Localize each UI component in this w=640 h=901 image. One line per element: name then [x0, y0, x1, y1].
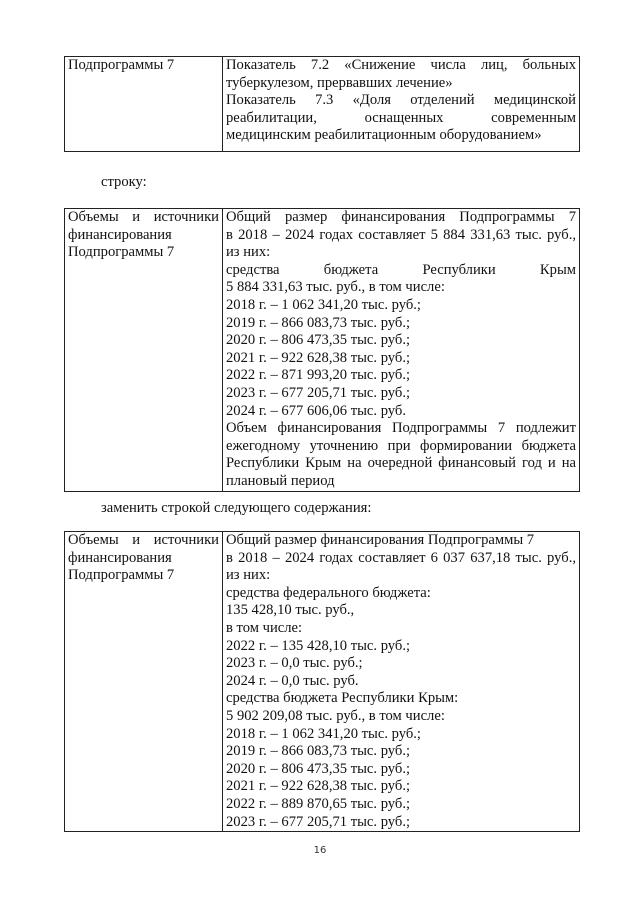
cell-line: 2021 г. – 922 628,38 тыс. руб.; — [226, 349, 411, 366]
cell-line: Показатель 7.3 «Доля отделений медицинской — [226, 92, 576, 109]
cell-line: 2018 г. – 1 062 341,20 тыс. руб.; — [226, 725, 421, 742]
cell-line: средства бюджета Республики Крым — [226, 261, 576, 278]
cell-line: в 2018 – 2024 годах составляет 5 884 331,63 тыс. руб., — [226, 226, 576, 243]
table-old-financing — [64, 208, 580, 492]
table-cell-label — [65, 57, 223, 152]
table-cell-label — [65, 209, 223, 492]
cell-line: средства федерального бюджета: — [226, 584, 431, 601]
cell-line: из них: — [226, 567, 271, 584]
cell-line: 2024 г. – 0,0 тыс. руб. — [226, 672, 359, 689]
table-cell-label — [65, 532, 223, 832]
cell-line: Общий размер финансирования Подпрограммы 7 — [226, 532, 535, 548]
page-number: 16 — [313, 845, 327, 856]
cell-line: 2023 г. – 677 205,71 тыс. руб.; — [226, 813, 411, 830]
cell-line: 2022 г. – 135 428,10 тыс. руб.; — [226, 637, 411, 654]
table-new-financing — [64, 531, 580, 832]
table-row — [65, 57, 580, 152]
cell-line: Показатель 7.2 «Снижение числа лиц, больных — [226, 57, 576, 73]
cell-line: реабилитации, оснащенных современным — [226, 109, 576, 126]
cell-line: 2022 г. – 889 870,65 тыс. руб.; — [226, 795, 411, 812]
table-cell-content — [223, 57, 580, 152]
instruction-text: заменить строкой следующего содержания: — [101, 500, 372, 516]
cell-line: 5 884 331,63 тыс. руб., в том числе: — [226, 279, 445, 296]
cell-line: 135 428,10 тыс. руб., — [226, 602, 355, 619]
cell-text: Объемы и источники финансирования Подпрограммы 7 — [68, 532, 219, 584]
cell-line: туберкулезом, прервавших лечение» — [226, 74, 453, 91]
cell-line: 2020 г. – 806 473,35 тыс. руб.; — [226, 332, 411, 349]
table-cell-content — [223, 532, 580, 832]
cell-line: в 2018 – 2024 годах составляет 6 037 637,18 тыс. руб., — [226, 549, 576, 566]
cell-line: 2019 г. – 866 083,73 тыс. руб.; — [226, 743, 411, 760]
cell-paragraph: Объем финансирования Подпрограммы 7 подлежит ежегодному уточнению при формировании бюджета Республики Крым на очередной финансовый год и на плановый период — [226, 420, 576, 489]
cell-line: 5 902 209,08 тыс. руб., в том числе: — [226, 707, 445, 724]
cell-line: Общий размер финансирования Подпрограммы 7 — [226, 209, 576, 225]
cell-line: средства бюджета Республики Крым: — [226, 690, 459, 707]
cell-line: 2023 г. – 677 205,71 тыс. руб.; — [226, 384, 411, 401]
cell-line: медицинским реабилитационным оборудованием» — [226, 127, 542, 144]
cell-line: 2019 г. – 866 083,73 тыс. руб.; — [226, 314, 411, 331]
cell-text: Подпрограммы 7 — [68, 57, 175, 73]
cell-line: 2018 г. – 1 062 341,20 тыс. руб.; — [226, 296, 421, 313]
cell-line: 2024 г. – 677 606,06 тыс. руб. — [226, 402, 406, 419]
cell-line: 2020 г. – 806 473,35 тыс. руб.; — [226, 760, 411, 777]
cell-line: 2021 г. – 922 628,38 тыс. руб.; — [226, 778, 411, 795]
cell-line: 2023 г. – 0,0 тыс. руб.; — [226, 655, 363, 672]
table-row — [65, 532, 580, 832]
table-cell-content — [223, 209, 580, 492]
instruction-text: строку: — [101, 174, 147, 190]
table-indicators — [64, 56, 580, 152]
cell-text: Объемы и источники финансирования Подпрограммы 7 — [68, 209, 219, 261]
table-row — [65, 209, 580, 492]
cell-line: из них: — [226, 244, 271, 261]
cell-line: в том числе: — [226, 619, 303, 636]
cell-line: 2022 г. – 871 993,20 тыс. руб.; — [226, 367, 411, 384]
